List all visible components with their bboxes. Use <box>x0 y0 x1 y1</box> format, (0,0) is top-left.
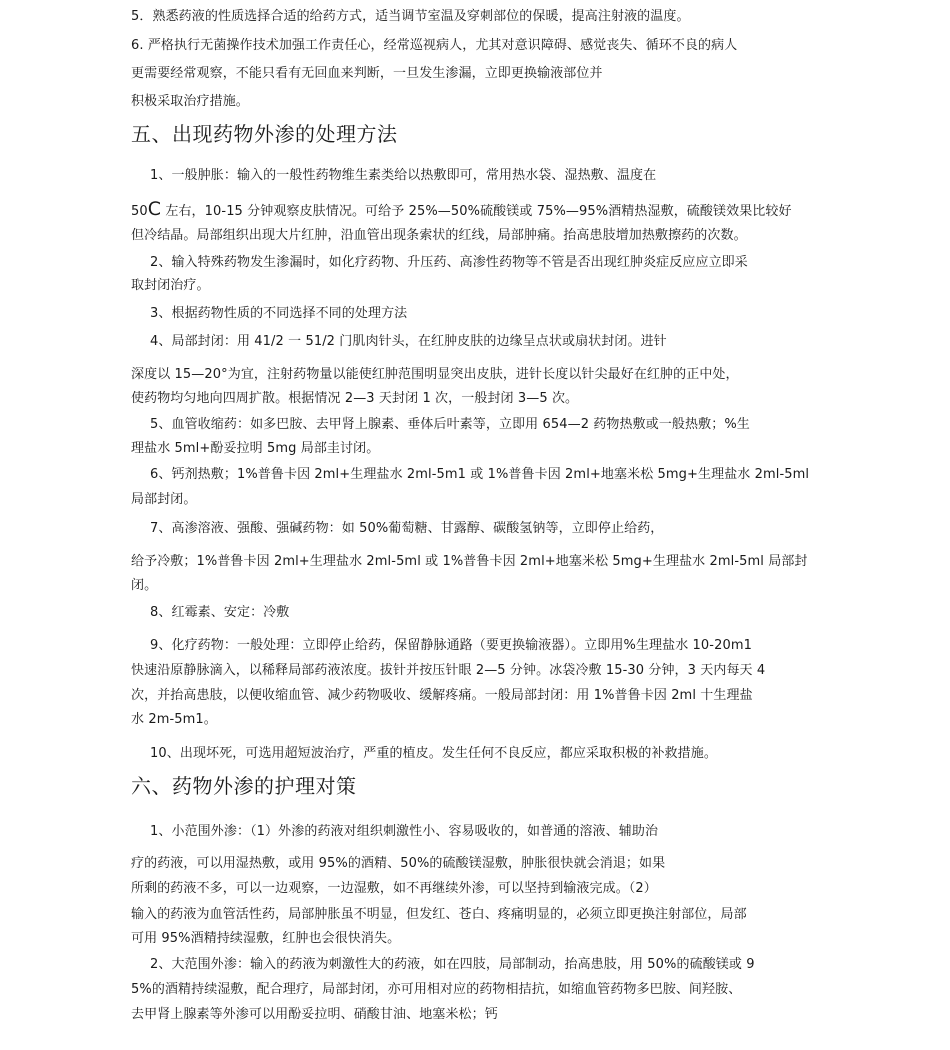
text-span: 50 <box>131 204 148 219</box>
text-span: 左右，10-15 分钟观察皮肤情况。可给予 25%—50%硫酸镁或 75%—95%酒精热湿敷，硫酸镁效果比较好 <box>161 204 792 219</box>
text-line: 8、红霉素、安定：冷敷 <box>150 605 290 620</box>
text-line: 局部封闭。 <box>131 492 197 507</box>
text-line: 使药物均匀地向四周扩散。根据情况 2—3 天封闭 1 次，一般封闭 3—5 次。 <box>131 391 579 406</box>
text-line: 理盐水 5ml+酚妥拉明 5mg 局部圭讨闭。 <box>131 441 380 456</box>
text-line: 10、出现坏死，可选用超短波治疗，严重的植皮。发生任何不良反应，都应采取积极的补救措施。 <box>150 746 717 761</box>
text-line: 3、根据药物性质的不同选择不同的处理方法 <box>150 306 408 321</box>
text-line: 水 2m-5m1。 <box>131 712 217 727</box>
text-line: 去甲肾上腺素等外渗可以用酚妥拉明、硝酸甘油、地塞米松；钙 <box>131 1007 498 1022</box>
text-line: 快速沿原静脉滴入，以稀释局部药液浓度。拔针并按压针眼 2—5 分钟。冰袋冷敷 15-30 分钟，3 天内每天 4 <box>131 663 766 678</box>
text-line: 取封闭治疗。 <box>131 278 210 293</box>
text-line: 更需要经常观察，不能只看有无回血来判断，一旦发生渗漏，立即更换输液部位并 <box>131 66 603 81</box>
text-line: 深度以 15—20°为宜，注射药物量以能使红肿范围明显突出皮肤，进针长度以针尖最好在红肿的正中处， <box>131 367 739 382</box>
text-line: 积极采取治疗措施。 <box>131 94 249 109</box>
text-line: 给予冷敷；1%普鲁卡因 2ml+生理盐水 2ml-5ml 或 1%普鲁卡因 2ml+地塞米松 5mg+生理盐水 2ml-5ml 局部封 <box>131 554 808 569</box>
text-line: 2、大范围外渗：输入的药液为刺激性大的药液，如在四肢，局部制动，抬高患肢，用 50%的硫酸镁或 9 <box>150 957 755 972</box>
text-line: 4、局部封闭：用 41/2 一 51/2 门肌肉针头，在红肿皮肤的边缘呈点状或扇状封闭。进针 <box>150 334 667 349</box>
section-heading: 六、药物外渗的护理对策 <box>131 774 357 798</box>
text-line: 5%的酒精持续湿敷，配合理疗，局部封闭，亦可用相对应的药物相拮抗，如缩血管药物多巴胺、间羟胺、 <box>131 982 742 997</box>
section-heading: 五、出现药物外渗的处理方法 <box>131 122 398 146</box>
text-line: 次，并抬高患肢，以便收缩血管、减少药物吸收、缓解疼痛。一般局部封闭：用 1%普鲁卡因 2ml 十生理盐 <box>131 688 753 703</box>
text-span: C <box>147 198 162 220</box>
text-line: 1、一般肿胀：输入的一般性药物维生素类给以热敷即可，常用热水袋、湿热敷、温度在 <box>150 168 657 183</box>
text-line: 5．熟悉药液的性质选择合适的给药方式，适当调节室温及穿刺部位的保暖，提高注射液的温度。 <box>131 9 690 24</box>
text-line: 2、输入特殊药物发生渗漏时，如化疗药物、升压药、高渗性药物等不管是否出现红肿炎症反应应立即采 <box>150 255 748 270</box>
text-line <box>131 200 792 221</box>
text-line: 闭。 <box>131 578 158 593</box>
text-line: 7、高渗溶液、强酸、强碱药物：如 50%葡萄糖、甘露醇、碳酸氢钠等，立即停止给药， <box>150 521 664 536</box>
text-line: 1、小范围外渗：（1）外渗的药液对组织刺激性小、容易吸收的，如普通的溶液、辅助治 <box>150 824 659 839</box>
text-line: 6. 严格执行无菌操作技术加强工作责任心，经常巡视病人，尤其对意识障碍、感觉丧失、循环不良的病人 <box>131 38 738 53</box>
text-line: 输入的药液为血管活性药，局部肿胀虽不明显，但发红、苍白、疼痛明显的，必须立即更换注射部位，局部 <box>131 907 747 922</box>
text-line: 但冷结晶。局部组织出现大片红肿，沿血管出现条索状的红线，局部肿痛。抬高患肢增加热敷擦药的次数。 <box>131 228 747 243</box>
text-line: 所剩的药液不多，可以一边观察，一边湿敷，如不再继续外渗，可以坚持到输液完成。（2） <box>131 881 657 896</box>
text-line: 5、血管收缩药：如多巴胺、去甲肾上腺素、垂体后叶素等，立即用 654—2 药物热敷或一般热敷；%生 <box>150 417 750 432</box>
text-line: 6、钙剂热敷；1%普鲁卡因 2ml+生理盐水 2ml-5m1 或 1%普鲁卡因 2ml+地塞米松 5mg+生理盐水 2ml-5ml <box>150 467 810 482</box>
text-line: 可用 95%酒精持续湿敷，红肿也会很快消失。 <box>131 931 401 946</box>
text-line: 9、化疗药物：一般处理：立即停止给药，保留静脉通路（要更换输液器）。立即用%生理盐水 10-20m1 <box>150 638 752 653</box>
text-line: 疗的药液，可以用湿热敷，或用 95%的酒精、50%的硫酸镁湿敷，肿胀很快就会消退；如果 <box>131 856 666 871</box>
